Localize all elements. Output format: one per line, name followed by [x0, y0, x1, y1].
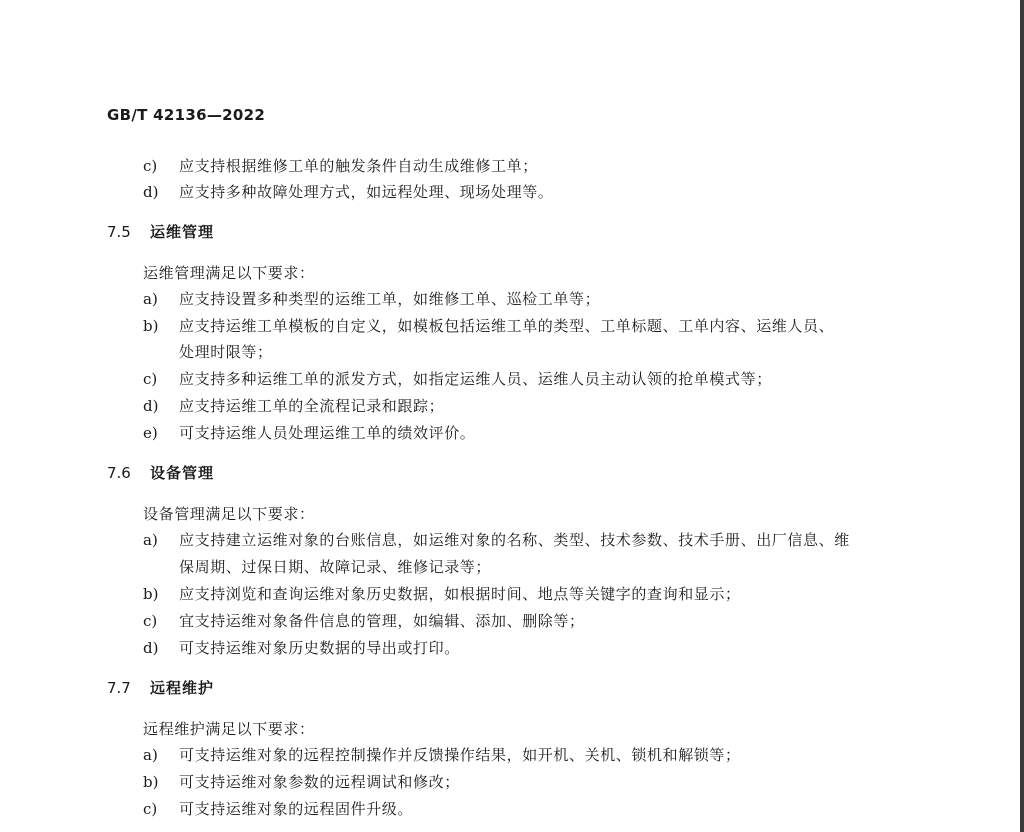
- list-marker: a): [143, 531, 158, 549]
- section-number: 7.7: [107, 679, 131, 697]
- list-item-text: 可支持运维对象的远程控制操作并反馈操作结果，如开机、关机、锁机和解锁等；: [179, 746, 741, 764]
- list-marker: d): [143, 639, 159, 657]
- list-marker: d): [143, 397, 159, 415]
- list-item-text: 可支持运维人员处理运维工单的绩效评价。: [179, 424, 476, 442]
- section-intro: 设备管理满足以下要求：: [143, 505, 315, 523]
- list-item-text: 宜支持运维对象备件信息的管理，如编辑、添加、删除等；: [179, 612, 585, 630]
- list-item-text: 应支持建立运维对象的台账信息，如运维对象的名称、类型、技术参数、技术手册、出厂信息、维: [179, 531, 850, 549]
- section-intro: 远程维护满足以下要求：: [143, 720, 315, 738]
- list-item-text-continued: 保周期、过保日期、故障记录、维修记录等；: [179, 558, 492, 576]
- section-title: 设备管理: [150, 464, 215, 482]
- list-marker: a): [143, 746, 158, 764]
- list-item-text: 应支持运维工单模板的自定义，如模板包括运维工单的类型、工单标题、工单内容、运维人员、: [179, 317, 835, 335]
- section-number: 7.5: [107, 223, 131, 241]
- list-item-text: 可支持运维对象参数的远程调试和修改；: [179, 773, 460, 791]
- list-item-text: 应支持浏览和查询运维对象历史数据，如根据时间、地点等关键字的查询和显示；: [179, 585, 741, 603]
- list-item-text: 可支持运维对象历史数据的导出或打印。: [179, 639, 460, 657]
- list-marker: b): [143, 773, 159, 791]
- list-item-text: 可支持运维对象的远程固件升级。: [179, 800, 414, 818]
- list-marker: a): [143, 290, 158, 308]
- list-marker: c): [143, 157, 158, 175]
- list-item-text: 应支持多种故障处理方式，如远程处理、现场处理等。: [179, 183, 554, 201]
- list-item-text: 应支持根据维修工单的触发条件自动生成维修工单；: [179, 157, 538, 175]
- list-marker: c): [143, 800, 158, 818]
- list-marker: b): [143, 317, 159, 335]
- section-title: 运维管理: [150, 223, 215, 241]
- list-marker: c): [143, 370, 158, 388]
- standard-number: GB/T 42136—2022: [107, 106, 266, 124]
- list-item-text: 应支持设置多种类型的运维工单，如维修工单、巡检工单等；: [179, 290, 601, 308]
- section-number: 7.6: [107, 464, 131, 482]
- list-item-text: 应支持运维工单的全流程记录和跟踪；: [179, 397, 445, 415]
- section-title: 远程维护: [150, 679, 215, 697]
- page-edge: [1020, 0, 1024, 832]
- section-intro: 运维管理满足以下要求：: [143, 264, 315, 282]
- list-item-text: 应支持多种运维工单的派发方式，如指定运维人员、运维人员主动认领的抢单模式等；: [179, 370, 772, 388]
- list-marker: b): [143, 585, 159, 603]
- list-marker: c): [143, 612, 158, 630]
- list-item-text-continued: 处理时限等；: [179, 343, 273, 361]
- list-marker: d): [143, 183, 159, 201]
- list-marker: e): [143, 424, 158, 442]
